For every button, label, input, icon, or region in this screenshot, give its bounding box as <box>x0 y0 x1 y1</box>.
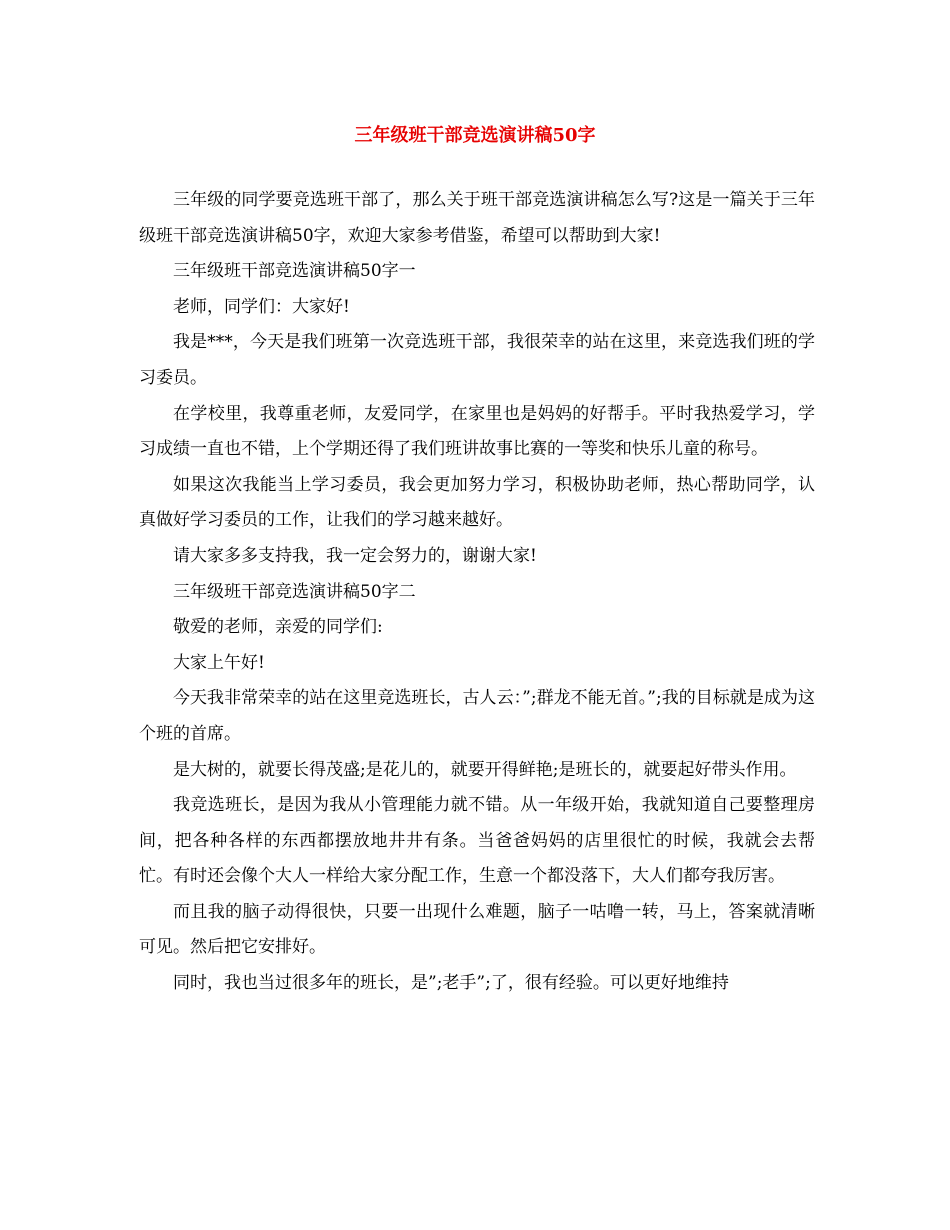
paragraph-greeting-3: 大家上午好! <box>173 652 265 673</box>
paragraph: 我竞选班长，是因为我从小管理能力就不错。从一年级开始，我就知道自己要整理房间，把各种各样的东西都摆放地井井有条。当爸爸妈妈的店里很忙的时候，我就会去帮忙。有时还会像个大人一样给大家分配工作，生意一个都没落下，大人们都夸我厉害。 <box>139 795 815 887</box>
paragraph: 请大家多多支持我，我一定会努力的，谢谢大家! <box>173 545 537 566</box>
paragraph-greeting-1: 老师，同学们：大家好! <box>173 296 350 317</box>
paragraph: 而且我的脑子动得很快，只要一出现什么难题，脑子一咕噜一转，马上，答案就清晰可见。然后把它安排好。 <box>139 901 815 958</box>
paragraph: 是大树的，就要长得茂盛;是花儿的，就要开得鲜艳;是班长的，就要起好带头作用。 <box>173 759 797 780</box>
document-title: 三年级班干部竞选演讲稿50字 <box>354 125 596 146</box>
section-heading-1: 三年级班干部竞选演讲稿50字一 <box>173 261 416 282</box>
paragraph: 如果这次我能当上学习委员，我会更加努力学习，积极协助老师，热心帮助同学，认真做好学习委员的工作，让我们的学习越来越好。 <box>139 474 815 531</box>
paragraph-intro: 三年级的同学要竞选班干部了，那么关于班干部竞选演讲稿怎么写?这是一篇关于三年级班干部竞选演讲稿50字，欢迎大家参考借鉴，希望可以帮助到大家! <box>139 190 815 246</box>
paragraph: 我是***，今天是我们班第一次竞选班干部，我很荣幸的站在这里，来竞选我们班的学习委员。 <box>139 332 815 388</box>
paragraph: 同时，我也当过很多年的班长，是”;老手”;了，很有经验。可以更好地维持 <box>173 973 729 994</box>
section-heading-2: 三年级班干部竞选演讲稿50字二 <box>173 581 416 602</box>
document-body <box>139 183 815 1002</box>
paragraph: 今天我非常荣幸的站在这里竞选班长，古人云：”;群龙不能无首。”;我的目标就是成为这个班的首席。 <box>139 688 815 744</box>
paragraph: 在学校里，我尊重老师，友爱同学，在家里也是妈妈的好帮手。平时我热爱学习，学习成绩一直也不错，上个学期还得了我们班讲故事比赛的一等奖和快乐儿童的称号。 <box>139 403 815 460</box>
paragraph-greeting-2: 敬爱的老师，亲爱的同学们: <box>173 617 383 638</box>
